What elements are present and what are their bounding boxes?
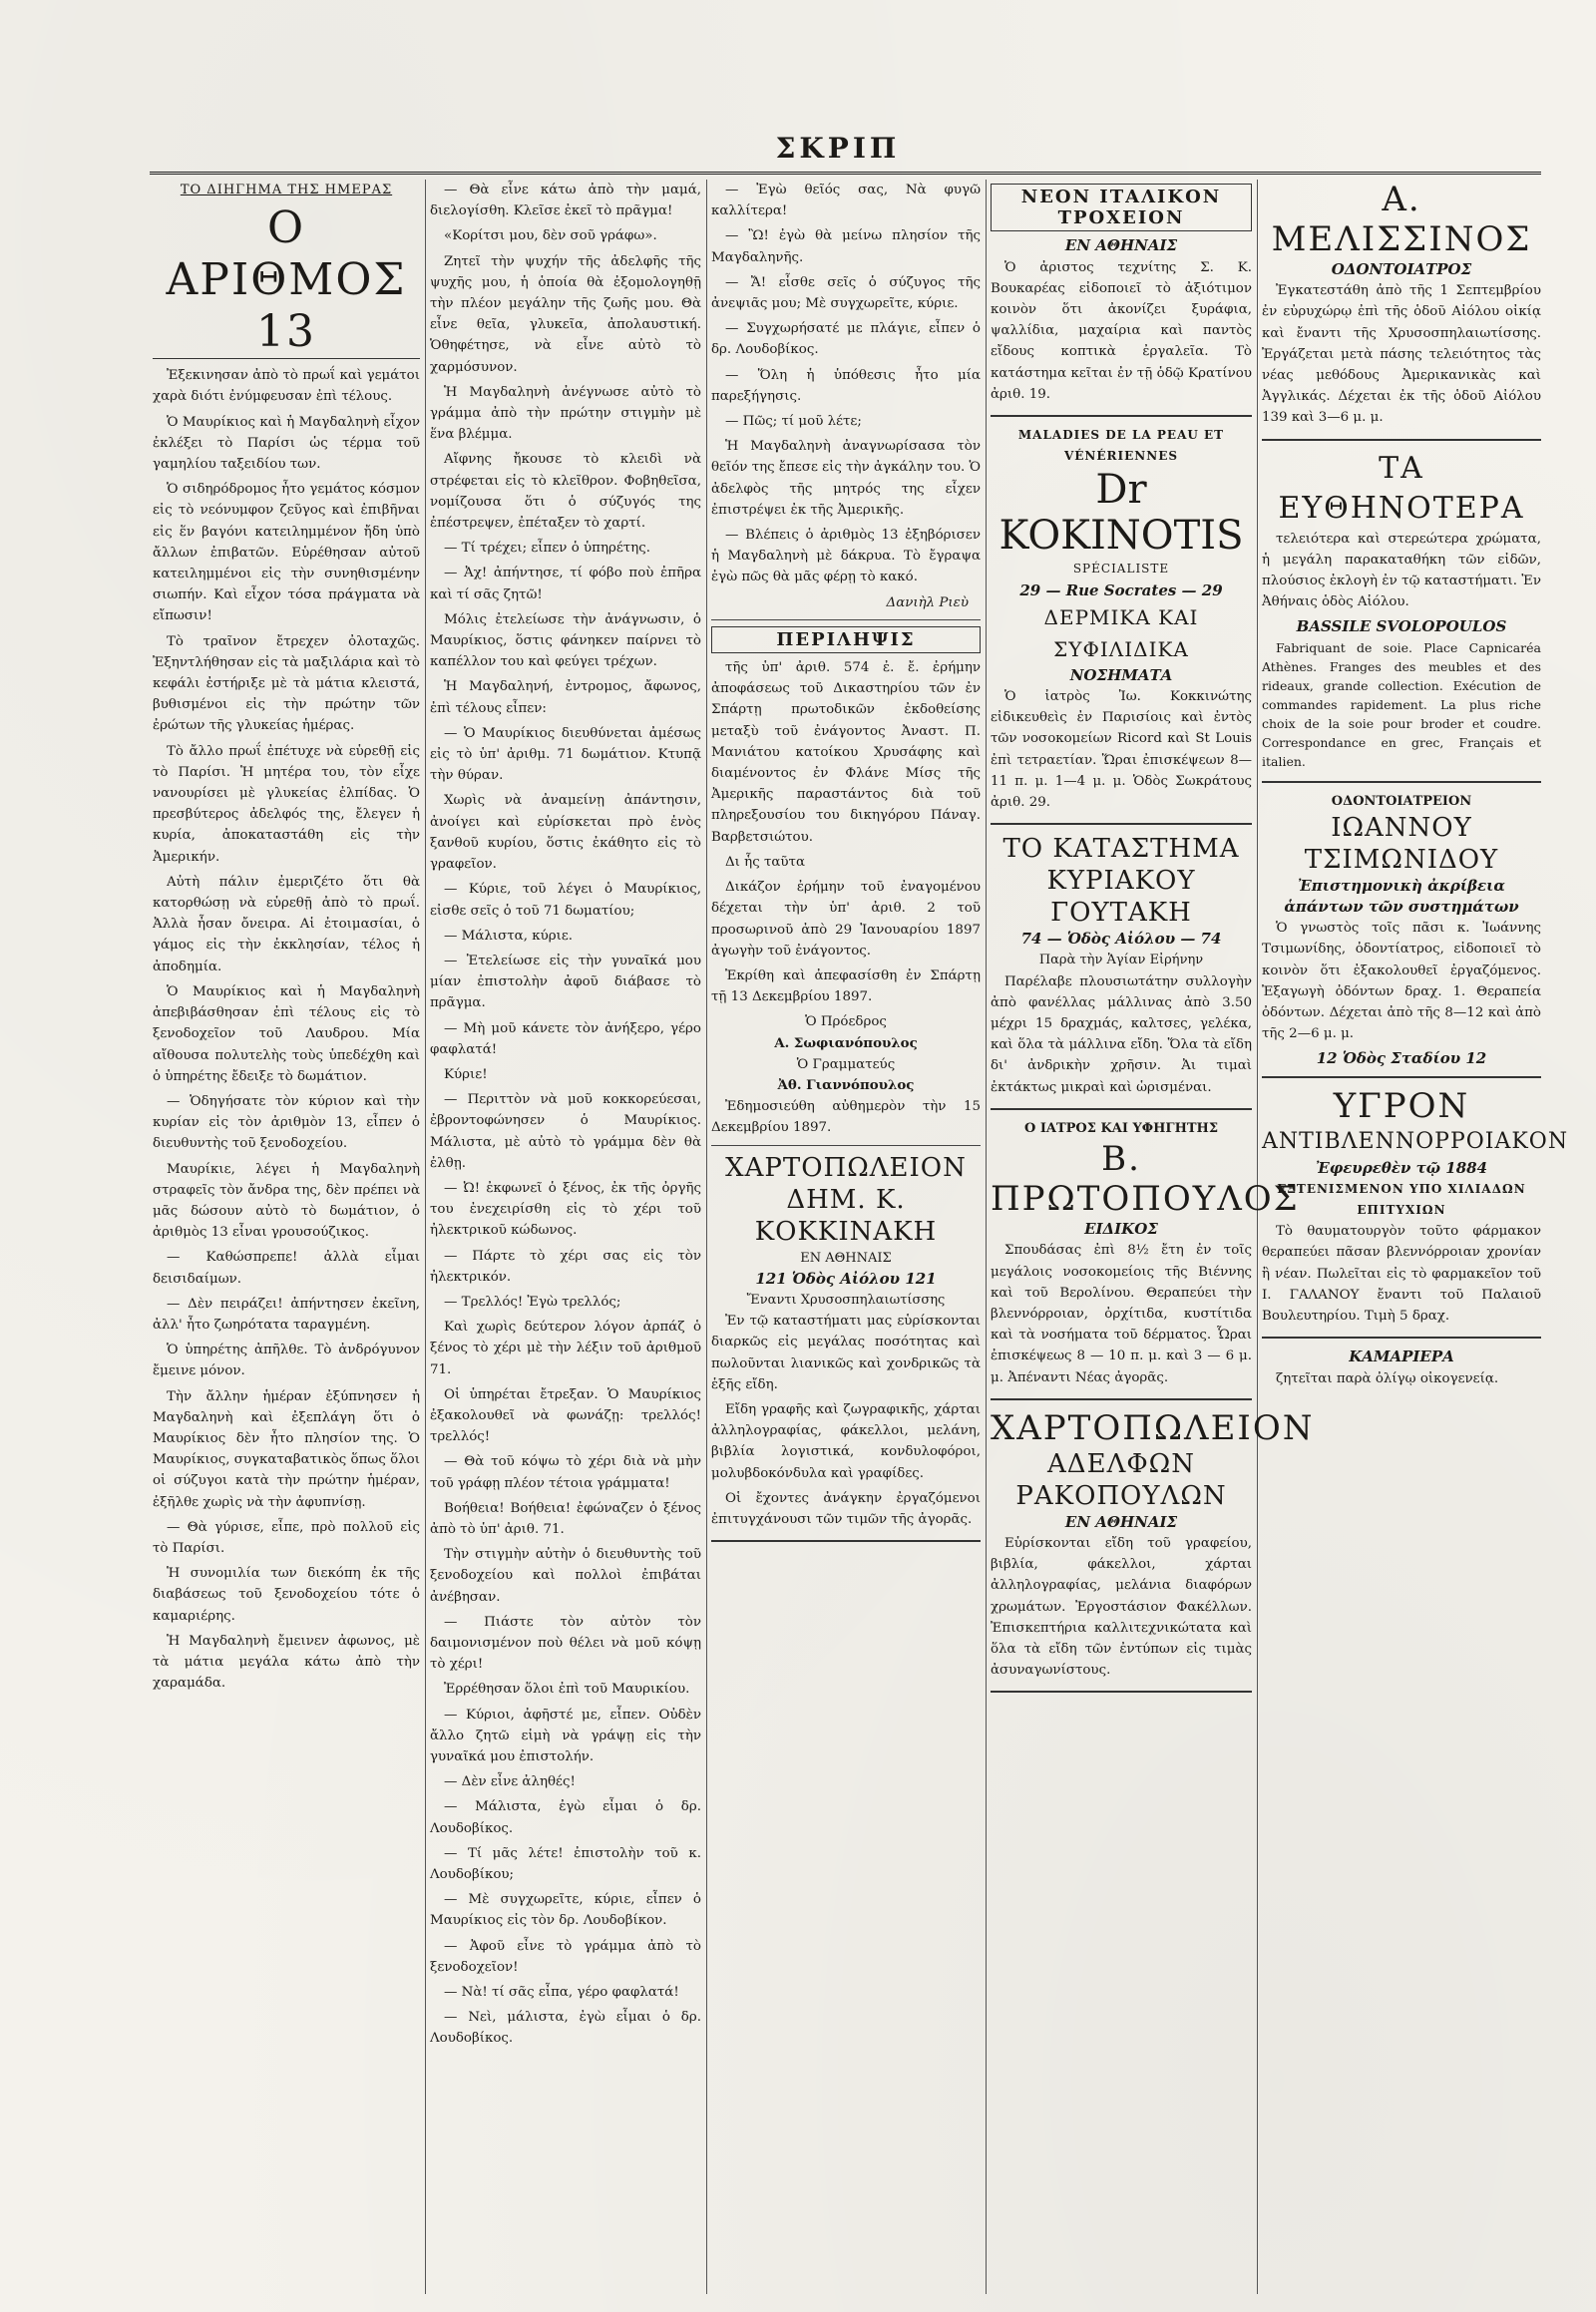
rakopoulos-ad-city: ΕΝ ΑΘΗΝΑΙΣ xyxy=(1064,1512,1178,1531)
divider xyxy=(711,1145,981,1146)
paragraph: Τὸ τραῖνον ἔτρεχεν ὀλοταχῶς. Ἐξηντλήθησαν εἰς τὰ μαξιλάρια καὶ τὸ κεφάλι ἐστήριξε μὲ τὰ μάτια κλειστά, βυθισμένοι εἰς τὴν πρώτην τῶν ἐρώτων τῆς γλυκείας ἡμέρας. xyxy=(153,633,420,734)
paragraph: Εἴδη γραφῆς καὶ ζωγραφικῆς, χάρται ἀλληλογραφίας, φάκελλοι, μελάνη, βιβλία λογιστικά, κονδυλοφόροι, μολυβδοκόνδυλα καὶ γραφίδες. xyxy=(711,1401,981,1481)
paragraph: Οἱ ὑπηρέται ἔτρεξαν. Ὁ Μαυρίκιος ἐξακολουθεῖ νὰ φωνάζῃ: τρελλός! τρελλός! xyxy=(430,1386,701,1445)
kokinotis-ad-address: 29 — Rue Socrates — 29 xyxy=(1019,580,1223,599)
stationery-ad-name: ΔΗΜ. Κ. ΚΟΚΚΙΝΑΚΗ xyxy=(754,1184,938,1247)
paragraph: — Μάλιστα, ἐγὼ εἶμαι ὁ δρ. Λουδοβίκος. xyxy=(430,1799,701,1836)
melissinos-ad-text: Ἐγκατεστάθη ἀπὸ τῆς 1 Σεπτεμβρίου ἐν εὐρυχώρῳ ἐπὶ τῆς ὁδοῦ Αἰόλου οἰκίᾳ καὶ ἔναντι τῆς Χρυσοσπηλαιωτίσσης. Ἐργάζεται μετὰ πάσης τελειότητος τὰς νέας μεθόδους Ἀμερικανικὰς καὶ Ἀγγλικάς. Δέχεται ἐκ τῆς ὁδοῦ Αἰόλου 139 καὶ 3—6 μ. μ. xyxy=(1262,283,1541,426)
paragraph: Ἐκρίθη καὶ ἀπεφασίσθη ἐν Σπάρτῃ τῇ 13 Δεκεμβρίου 1897. xyxy=(711,967,981,1005)
paragraph: Καὶ χωρὶς δεύτερον λόγον ἀρπάζ ὁ ξένος τὸ χέρι μὲ τὴν λέξιν τοῦ ἀριθμοῦ 71. xyxy=(430,1320,701,1377)
paragraph: Ἐξεκινησαν ἀπὸ τὸ πρωΐ καὶ γεμάτοι χαρὰ διότι ἐνύμφευσαν ἐπὶ τέλους. xyxy=(153,368,420,405)
paragraph: — Τρελλός! Ἐγὼ τρελλός; xyxy=(444,1294,621,1310)
kokinotis-ad-french-heading: MALADIES DE LA PEAU ET VÉNÉRIENNES xyxy=(1017,428,1225,464)
paragraph: — Μάλιστα, κύριε. xyxy=(444,928,574,944)
paragraph: — Ὁδηγήσατε τὸν κύριον καὶ τὴν κυρίαν εἰς τὸν ἀριθμὸν 13, εἶπεν ὁ διευθυντὴς τοῦ ξενοδοχείου. xyxy=(153,1093,420,1152)
paragraph: — Ὁ Μαυρίκιος διευθύνεται ἀμέσως εἰς τὸ ὑπ' ἀριθμ. 71 δωμάτιον. Κτυπᾷ τὴν θύραν. xyxy=(430,725,701,784)
paragraph: Ζητεῖ τὴν ψυχήν τῆς ἀδελφῆς τῆς ψυχῆς μου, ἡ ὁποία θὰ ἐξομολογηθῇ τὴν πλέον μεγάλην τῆς ζωῆς μου. Θὰ εἶνε θεῖα, γλυκεῖα, ἀπολαυστική. Ὁθηφέτησε, νὰ εἶνε αὐτὸ τὸ χαρμόσυνον. xyxy=(430,253,701,375)
kokinotis-ad-greek-sub: ΝΟΣΗΜΑΤΑ xyxy=(1069,665,1173,684)
kokinotis-ad-text: Ὁ ἰατρὸς Ἰω. Κοκκινώτης εἰδικευθεὶς ἐν Παρισίοις καὶ ἐντὸς τῶν νοσοκομείων Ricord καὶ St Louis ἐπὶ τετραετίαν. Ὥραι ἐπισκέψεων 8—11 π. μ. 1—4 μ. μ. Ὁδὸς Σωκράτους ἀριθ. 29. xyxy=(991,689,1252,811)
paragraph: Τὴν ἄλλην ἡμέραν ἐξύπνησεν ἡ Μαγδαληνὴ καὶ ἐξεπλάγη ὅτι ὁ Μαυρίκιος δὲν ἦτο πλησίον της. Ὁ Μαυρίκιος, συγκαταβατικὸς ὅπως ὅλοι οἱ σύζυγοι κατὰ τὴν πρώτην ἡμέραν, ἐξῆλθε χωρὶς νὰ τὴν ἀφυπνίσῃ. xyxy=(153,1388,420,1510)
paragraph: — Μὴ μοῦ κάνετε τὸν ἀνήξερο, γέρο φαφλατά! xyxy=(430,1020,701,1057)
paragraph: Ἡ Μαγδαληνὴ ἀνέγνωσε αὐτὸ τὸ γράμμα ἀπὸ τὴν πρώτην στιγμὴν μὲ ἕνα βλέμμα. xyxy=(430,384,701,443)
goutakis-ad-name: ΚΥΡΙΑΚΟΥ ΓΟΥΤΑΚΗ xyxy=(1046,866,1196,929)
paragraph: Αἴφνης ἤκουσε τὸ κλειδὶ νὰ στρέφεται εἰς τὸ κλεῖθρον. Φοβηθεῖσα, νομίζουσα ὅτι ὁ σύζυγός της ἐπέστρεψεν, ἐπέταξεν τὸ χαρτί. xyxy=(430,452,701,532)
maid-ad-title: ΚΑΜΑΡΙΕΡΑ xyxy=(1349,1348,1454,1366)
protopoulos-ad-name: Β. ΠΡΩΤΟΠΟΥΛΟΣ xyxy=(991,1139,1300,1220)
paragraph: — Βλέπεις ὁ ἀριθμὸς 13 ἐξηβόρισεν ἡ Μαγδαληνὴ μὲ δάκρυα. Τὸ ἔγραψα ἐγὼ πῶς θὰ μᾶς φέρῃ τὸ κακό. xyxy=(711,528,981,585)
paragraph: Ἐν τῷ καταστήματι μας εὑρίσκονται διαρκῶς εἰς μεγάλας ποσότητας καὶ πωλοῦνται λιανικῶς καὶ χονδρικῶς τὰ ἑξῆς εἴδη. xyxy=(711,1314,981,1392)
divider xyxy=(711,619,981,620)
paragraph: — Δὲν εἶνε ἀληθές! xyxy=(444,1774,576,1790)
goutakis-ad-title: ΤΟ ΚΑΤΑΣΤΗΜΑ xyxy=(1002,834,1240,865)
story-end-body xyxy=(711,180,981,588)
masthead xyxy=(140,132,1536,172)
paragraph: Δικάζον ἐρήμην τοῦ ἐναγομένου δέχεται τὴν ὑπ' ἀριθ. 2 τοῦ προσωρινοῦ ἀπὸ 29 Ἰανουαρίου 1897 ἀγωγὴν τοῦ ἐνάγοντος. xyxy=(711,880,981,959)
paragraph: — Κύριοι, ἀφῆστέ με, εἶπεν. Οὐδὲν ἄλλο ζητῶ εἰμὴ νὰ γράψῃ εἰς τὴν γυναῖκά μου ἐπιστολήν. xyxy=(430,1707,701,1765)
paragraph: Χωρὶς νὰ ἀναμείνῃ ἀπάντησιν, ἀνοίγει καὶ εὑρίσκεται πρὸ ἑνὸς ξανθοῦ κυρίου, ὅστις ἐκάθητο εἰς τὸ γραφεῖον. xyxy=(430,793,701,873)
tsimonidis-ad-name: ΙΩΑΝΝΟΥ ΤΣΙΜΩΝΙΔΟΥ xyxy=(1304,812,1499,875)
paragraph: — Ἐγὼ θεῖός σας, Νὰ φυγῶ καλλίτερα! xyxy=(711,183,981,219)
protopoulos-ad-sub: ΕΙΔΙΚΟΣ xyxy=(1084,1220,1158,1239)
paragraph: — Πῶς; τί μοῦ λέτε; xyxy=(725,414,862,430)
svolopoulos-ad-french: Fabriquant de soie. Place Capnicaréa Athènes. Franges des meubles et des rideaux, grande collection. Exécution de commandes rapidement. La plus riche choix de la soie pour broder et coudre. Correspondance en grec, Français et italien. xyxy=(1262,639,1541,769)
svolopoulos-ad-text: τελειότερα καὶ στερεώτερα χρώματα, ἡ μεγάλη παρακαταθήκη τῶν εἰδῶν, πλούσιος ἐκλογὴ ἐν τῷ καταστήματι. Ἐν Ἀθήναις ὁδὸς Αἰόλου. xyxy=(1262,531,1541,610)
paragraph: Ὁ σιδηρόδρομος ἦτο γεμάτος κόσμον εἰς τὸ νεόνυμφον ζεῦγος καὶ ἐπιβῆναι εἰς ἕν βαγόνι κατειλημμένον ἤδη ὑπὸ ἄλλων ἐπιβατῶν. Εὑρέθησαν αὐτοῦ κατειλημμένοι εἰς τὴν συνηθισμένην σιωπήν. Καὶ εἶχον τόσα πράγματα νὰ εἴπωσιν! xyxy=(153,482,420,624)
paragraph: Ἡ Μαγδαληνὴ ἔμεινεν ἀφωνος, μὲ τὰ μάτια μεγάλα κάτω ἀπὸ τὴν χαραμάδα. xyxy=(153,1633,420,1692)
goutakis-ad-address: 74 — Ὁδὸς Αἰόλου — 74 xyxy=(1020,930,1222,949)
ygron-ad-name: ΑΝΤΙΒΛΕΝΝΟΡΡΟΙΑΚΟΝ xyxy=(1262,1128,1569,1154)
kokinotis-ad-greek-heading: ΔΕΡΜΙΚΑ ΚΑΙ ΣΥΦΙΛΙΔΙΚΑ xyxy=(1043,604,1199,661)
masthead-rule xyxy=(150,172,1541,175)
column-story xyxy=(153,180,420,2294)
goutakis-ad-note: Παρὰ τὴν Ἁγίαν Εἰρήνην xyxy=(1038,953,1204,968)
published-note: Ἐδημοσιεύθη αὐθημερὸν τὴν 15 Δεκεμβρίου 1897. xyxy=(711,1099,981,1136)
paragraph: Ἡ Μαγδαληνὴ ἀναγνωρίσασα τὸν θεῖόν της ἔπεσε εἰς τὴν ἀγκάλην του. Ὁ ἀδελφὸς τῆς μητρός της εἶχεν ἐπιστρέψει ἐκ τῆς Ἀμερικῆς. xyxy=(711,439,981,518)
masthead-title: ΣΚΡΙΠ xyxy=(775,132,901,165)
maid-ad-text: ζητεῖται παρὰ ὀλίγῳ οἰκογενείᾳ. xyxy=(1276,1370,1499,1386)
paragraph: Ὁ Μαυρίκιος καὶ ἡ Μαγδαληνὴ ἀπεβιβάσθησαν ἐπὶ τέλους εἰς τὸ ξενοδοχεῖον τοῦ Λαυδρου. Μία αἴθουσα πολυτελὴς τοὺς ὑπεδέχθη καὶ ὁ ὑπηρέτης ἔδειξε τὸ δωμάτιον. xyxy=(153,983,420,1084)
stationery-ad-body xyxy=(711,1311,981,1530)
ygron-ad-tag: ΕΞΤΕΝΙΣΜΕΝΟΝ ΥΠΟ ΧΙΛΙΑΔΩΝ ΕΠΙΤΥΧΙΩΝ xyxy=(1277,1181,1526,1218)
paragraph: Βοήθεια! Βοήθεια! ἐφώναζεν ὁ ξένος ἀπὸ τὸ ὑπ' ἀριθ. 71. xyxy=(430,1500,701,1537)
paragraph: — Καθώσπρεπε! ἀλλὰ εἶμαι δεισιδαίμων. xyxy=(153,1250,420,1287)
tsimonidis-ad-top: ΟΔΟΝΤΟΙΑΤΡΕΙΟΝ xyxy=(1331,793,1472,809)
story-continued-body xyxy=(430,180,701,2050)
story-signature: Δανιὴλ Ριεὺ xyxy=(886,594,969,610)
rakopoulos-ad-title: ΧΑΡΤΟΠΩΛΕΙΟΝ xyxy=(991,1407,1315,1448)
tsimonidis-ad-address: 12 Ὁδὸς Σταδίου 12 xyxy=(1316,1049,1487,1068)
summary-title: ΠΕΡΙΛΗΨΙΣ xyxy=(711,626,981,653)
summary-body xyxy=(711,657,981,1007)
column-ads-right xyxy=(1262,180,1569,2294)
ygron-ad-sub: Ἐφευρεθὲν τῷ 1884 xyxy=(1315,1158,1488,1177)
paragraph: Αὐτὴ πάλιν ἐμεριζέτο ὅτι θὰ κατορθώσῃ νὰ εὑρεθῇ ἀπὸ τὸ πρωΐ. Ἀλλὰ ἦσαν ὄνειρα. Αἱ ἐτοιμασίαι, ὁ γάμος εἰς τὴν ἐκκλησίαν, τέλος ἡ ἀποδημία. xyxy=(153,874,420,974)
paragraph: Ἡ Μαγδαληνή, ἐντρομος, ἄφωνος, ἐπὶ τέλους εἶπεν: xyxy=(430,679,701,716)
paragraph: Ἐρρέθησαν ὅλοι ἐπὶ τοῦ Μαυρικίου. xyxy=(444,1682,690,1698)
paragraph: «Κορίτσι μου, δὲν σοῦ γράφω». xyxy=(444,228,657,244)
paragraph: — Πάρτε τὸ χέρι σας εἰς τὸν ἠλεκτρικόν. xyxy=(430,1248,701,1285)
stationery-ad-city: ΕΝ ΑΘΗΝΑΙΣ xyxy=(800,1250,892,1266)
stationery-ad-address: 121 Ὁδὸς Αἰόλου 121 xyxy=(755,1269,937,1288)
column-ads xyxy=(991,180,1315,2294)
story-headline: Ο ΑΡΙΘΜΟΣ 13 xyxy=(153,202,420,359)
paragraph: — Περιττὸν νὰ μοῦ κοκκορεύεσαι, ἐβροντοφώνησεν ὁ Μαυρίκιος. Μάλιστα, μὲ αὐτὸ τὸ γράμμα δὲν θὰ ἐλθῃ. xyxy=(430,1092,701,1171)
paragraph: — Μὲ συγχωρεῖτε, κύριε, εἶπεν ὁ Μαυρίκιος εἰς τὸν δρ. Λουδοβίκον. xyxy=(430,1892,701,1929)
paragraph: Τὴν στιγμὴν αὐτὴν ὁ διευθυντὴς τοῦ ξενοδοχείου καὶ πολλοὶ ἐπιβάται ἀνέβησαν. xyxy=(430,1547,701,1605)
protopoulos-ad-text: Σπουδάσας ἐπὶ 8½ ἔτη ἐν τοῖς μεγάλοις νοσοκομείοις τῆς Βιέννης καὶ τοῦ Βερολίνου. Θεραπεύει τὴν βλεννόρροιαν, ὀρχίτιδα, κυστίτιδα καὶ τὰ νοσήματα τοῦ δέρματος. Ὧραι ἐπισκέψεως 8 — 10 π. μ. καὶ 3 — 6 μ. μ. Ἀπέναντι Νέας ἀγορᾶς. xyxy=(991,1243,1252,1385)
paragraph: Ὁ ὑπηρέτης ἀπῆλθε. Τὸ ἀνδρόγυνον ἔμεινε μόνον. xyxy=(153,1343,420,1379)
trochio-ad-text: Ὁ ἀριστος τεχνίτης Σ. Κ. Βουκαρέας εἰδοποιεῖ τὸ ἀξιότιμον κοινὸν ὅτι ἀκονίζει ξυράφια, ψαλλίδια, μαχαίρια καὶ παντὸς εἴδους κοπτικὰ ἐργαλεῖα. Τὸ κατάστημα κεῖται ἐν τῇ ὁδῷ Κρατίνου ἀριθ. 19. xyxy=(991,259,1252,402)
paragraph: Κύριε! xyxy=(444,1066,488,1082)
paragraph: — Τί τρέχει; εἶπεν ὁ ὑπηρέτης. xyxy=(444,541,650,557)
column-divider xyxy=(1257,180,1258,2294)
paragraph: Ὁ Μαυρίκιος καὶ ἡ Μαγδαληνὴ εἶχον ἐκλέξει τὸ Παρίσι ὡς τέρμα τοῦ γαμηλίου ταξειδίου των. xyxy=(153,414,420,473)
paragraph: Οἱ ἔχοντες ἀνάγκην ἐργαζόμενοι ἐπιτυγχάνουσι τῶν τιμῶν τῆς ἀγορᾶς. xyxy=(711,1490,981,1527)
paragraph: — Νεὶ, μάλιστα, ἐγὼ εἶμαι ὁ δρ. Λουδοβίκος. xyxy=(430,2010,701,2047)
presiding-label: Ὁ Πρόεδρος xyxy=(805,1014,887,1030)
ygron-ad-text: Τὸ θαυματουργὸν τοῦτο φάρμακον θεραπεύει πᾶσαν βλεννόρροιαν χρονίαν ἢ νέαν. Πωλεῖται εἰς τὸ φαρμακεῖον τοῦ Ι. ΓΑΛΑΝΟΥ ἔναντι τοῦ Παλαιοῦ Βουλευτηρίου. Τιμὴ 5 δραχ. xyxy=(1262,1224,1541,1325)
trochio-ad-subtitle: ΕΝ ΑΘΗΝΑΙΣ xyxy=(1064,236,1178,255)
melissinos-ad-sub: ΟΔΟΝΤΟΙΑΤΡΟΣ xyxy=(1331,260,1472,278)
paragraph: — Ὅλη ἡ ὑπόθεσις ἦτο μία παρεξήγησις. xyxy=(711,367,981,404)
paragraph: — Νὰ! τί σᾶς εἶπα, γέρο φαφλατά! xyxy=(444,1985,679,2001)
paragraph: — Ἀχ! ἀπήντησε, τί φόβο ποὺ ἐπῆρα καὶ τί σᾶς ζητῶ! xyxy=(430,566,701,602)
paragraph: Μόλις ἐτελείωσε τὴν ἀνάγνωσιν, ὁ Μαυρίκιος, ὅστις φάνηκεν παίρνει τὸ καπέλλον του καὶ φεύγει τρέχων. xyxy=(430,611,701,670)
trochio-ad-title: ΝΕΟΝ ΙΤΑΛΙΚΟΝ ΤΡΟΧΕΙΟΝ xyxy=(991,184,1252,231)
paragraph: — Συγχωρήσατέ με πλάγιε, εἶπεν ὁ δρ. Λουδοβίκος. xyxy=(711,321,981,358)
paragraph: — Ὠ! ἐκφωνεῖ ὁ ξένος, ἐκ τῆς ὀργῆς του ἐνεχειρίσθη εἰς τὸ χέρι τοῦ ἠλεκτρικοῦ κώδωνος. xyxy=(430,1180,701,1239)
svolopoulos-ad-name: BASSILE SVOLOPOULOS xyxy=(1296,617,1507,636)
column-divider xyxy=(986,180,987,2294)
paragraph: — Θὰ τοῦ κόψω τὸ χέρι διὰ νὰ μὴν τοῦ γράφῃ πλέον τέτοια γράμματα! xyxy=(430,1454,701,1491)
goutakis-ad-text: Παρέλαβε πλουσιωτάτην συλλογὴν ἀπὸ φανέλλας μάλλινας ἀπὸ 3.50 μέχρι 15 δραχμάς, καλτσες, γελέκα, καὶ ὅλα τὰ μάλλινα εἴδη. Ὅλα τὰ εἴδη δι' ἀνδρικὴν χρῆσιν. Ἀι τιμαὶ ἐκτάκτως μικραὶ καὶ ὡρισμέναι. xyxy=(991,973,1252,1095)
stationery-ad-title: ΧΑΡΤΟΠΩΛΕΙΟΝ xyxy=(725,1152,967,1183)
svolopoulos-ad-title: ΤΑ ΕΥΘΗΝΟΤΕΡΑ xyxy=(1278,450,1525,526)
paragraph: Δι ἧς ταῦτα xyxy=(725,854,805,870)
paragraph: — Πιάστε τὸν αὐτὸν τὸν δαιμονισμένον ποὺ θέλει νὰ μοῦ κόψῃ τὸ χέρι! xyxy=(430,1614,701,1673)
column-story-continued xyxy=(430,180,701,2294)
paragraph: τῆς ὑπ' ἀριθ. 574 ἐ. ἔ. ἐρήμην ἀποφάσεως τοῦ Δικαστηρίου τῶν ἐν Σπάρτῃ πρωτοδικῶν ἐκδοθείσης μεταξὺ τοῦ ἐνάγοντος Ἀναστ. Π. Μανιάτου κατοίκου Χρυσάφης καὶ διαμένοντος ἐν Φλάνε Μίσς τῆς Ἀμερικῆς παραστάντος διὰ τοῦ πληρεξουσίου του δικηγόρου Πάναγ. Βαρβετσιώτου. xyxy=(711,660,981,845)
paragraph: — Θὰ εἶνε κάτω ἀπὸ τὴν μαμά, διελογίσθη. Κλεῖσε ἐκεῖ τὸ πρᾶγμα! xyxy=(430,183,701,219)
paragraph: — Δὲν πειράζει! ἀπήντησεν ἐκεῖνη, ἀλλ' ἦτο ζωηρότατα ταραγμένη. xyxy=(153,1296,420,1333)
tsimonidis-ad-sub: Ἐπιστημονικὴ ἀκρίβεια ἁπάντων τῶν συστημάτων xyxy=(1284,876,1519,917)
tsimonidis-ad-text: Ὁ γνωστὸς τοῖς πᾶσι κ. Ἰωάννης Τσιμωνίδης, ὀδοντίατρος, εἰδοποιεῖ τὸ κοινὸν ὅτι ἐξακολουθεῖ ἐργαζόμενος. Ἐξαγωγὴ ὀδόντων δραχ. 1. Θεραπεία ὀδόντων. Δέχεται ἀπὸ τῆς 8—12 καὶ ἀπὸ τῆς 2—6 μ. μ. xyxy=(1262,921,1541,1042)
column-divider xyxy=(706,180,707,2294)
clerk-label: Ὁ Γραμματεύς xyxy=(796,1056,896,1072)
column-divider xyxy=(425,180,426,2294)
paragraph: — Ἄ! εἶσθε σεῖς ὁ σύζυγος τῆς ἀνεψιᾶς μου; Μὲ συγχωρεῖτε, κύριε. xyxy=(711,274,981,312)
paragraph: — Κύριε, τοῦ λέγει ὁ Μαυρίκιος, εἰσθε σεῖς ὁ τοῦ 71 δωματίου; xyxy=(430,882,701,919)
ygron-ad-title: ΥΓΡΟΝ xyxy=(1333,1085,1470,1126)
stationery-ad-address-note: Ἔναντι Χρυσοσπηλαιωτίσσης xyxy=(746,1292,946,1308)
clerk-name: Ἀθ. Γιαννόπουλος xyxy=(777,1076,915,1093)
protopoulos-ad-top: Ο ΙΑΤΡΟΣ ΚΑΙ ΥΦΗΓΗΤΗΣ xyxy=(1023,1120,1219,1136)
paragraph: — Ἀφοῦ εἶνε τὸ γράμμα ἀπὸ τὸ ξενοδοχεῖον! xyxy=(430,1938,701,1975)
paragraph: — Τί μᾶς λέτε! ἐπιστολὴν τοῦ κ. Λουδοβίκου; xyxy=(430,1845,701,1883)
story-kicker: ΤΟ ΔΙΗΓΗΜΑ ΤΗΣ ΗΜΕΡΑΣ xyxy=(180,183,393,197)
melissinos-ad-name: Α. ΜΕΛΙΣΣΙΝΟΣ xyxy=(1271,180,1532,259)
column-story-end-and-notices xyxy=(711,180,981,2294)
paragraph: — Ἐτελείωσε εἰς τὴν γυναῖκά μου μίαν ἐπιστολὴν ἀφοῦ διάβασε τὸ πρᾶγμα. xyxy=(430,953,701,1011)
kokinotis-ad-specialty: SPÉCIALISTE xyxy=(1072,562,1170,577)
rakopoulos-ad-text: Εὑρίσκονται εἴδη τοῦ γραφείου, βιβλία, φάκελλοι, χάρται ἀλληλογραφίας, μελάνια διαφόρων χρωμάτων. Ἐργοστάσιον Φακέλλων. Ἐπισκεπτήρια καλλιτεχνικώτατα καὶ ὅλα τὰ εἴδη τῶν ἐντύπων εἰς τιμὰς ἀσυναγωνίστους. xyxy=(991,1535,1252,1679)
story-body xyxy=(153,365,420,1694)
rakopoulos-ad-name: ΑΔΕΛΦΩΝ ΡΑΚΟΠΟΥΛΩΝ xyxy=(1015,1448,1227,1511)
paragraph: Μαυρίκιε, λέγει ἡ Μαγδαληνὴ στραφεῖς τὸν ἄνδρα της, δὲν πρέπει νὰ μᾶς δώσουν αὐτὸ τὸ δωμάτιον, ὁ ἀριθμὸς 13 εἶναι γρουσούζικος. xyxy=(153,1161,420,1241)
kokinotis-ad-name: Dr KOKINOTIS xyxy=(998,467,1244,560)
presiding-name: Α. Σωφιανόπουλος xyxy=(774,1034,918,1051)
paragraph: Τὸ ἄλλο πρωΐ ἐπέτυχε νὰ εὑρεθῇ εἰς τὸ Παρίσι. Ἡ μητέρα του, τὸν εἶχε νανουρίσει μὲ γλυκείας ἐλπίδας. Ὁ πρεσβύτερος ἀδελφός της, ἔλεγεν ἡ κυρία, ἀποκαταστάθη εἰς τὴν Ἀμερικήν. xyxy=(153,743,420,865)
paragraph: — Ὢ! ἐγὼ θὰ μείνω πλησίον τῆς Μαγδαληνῆς. xyxy=(711,228,981,265)
paragraph: — Θὰ γύρισε, εἶπε, πρὸ πολλοῦ εἰς τὸ Παρίσι. xyxy=(153,1519,420,1556)
paragraph: Ἡ συνομιλία των διεκόπη ἐκ τῆς διαβάσεως τοῦ ξενοδοχείου τότε ὁ καμαριέρης. xyxy=(153,1566,420,1624)
